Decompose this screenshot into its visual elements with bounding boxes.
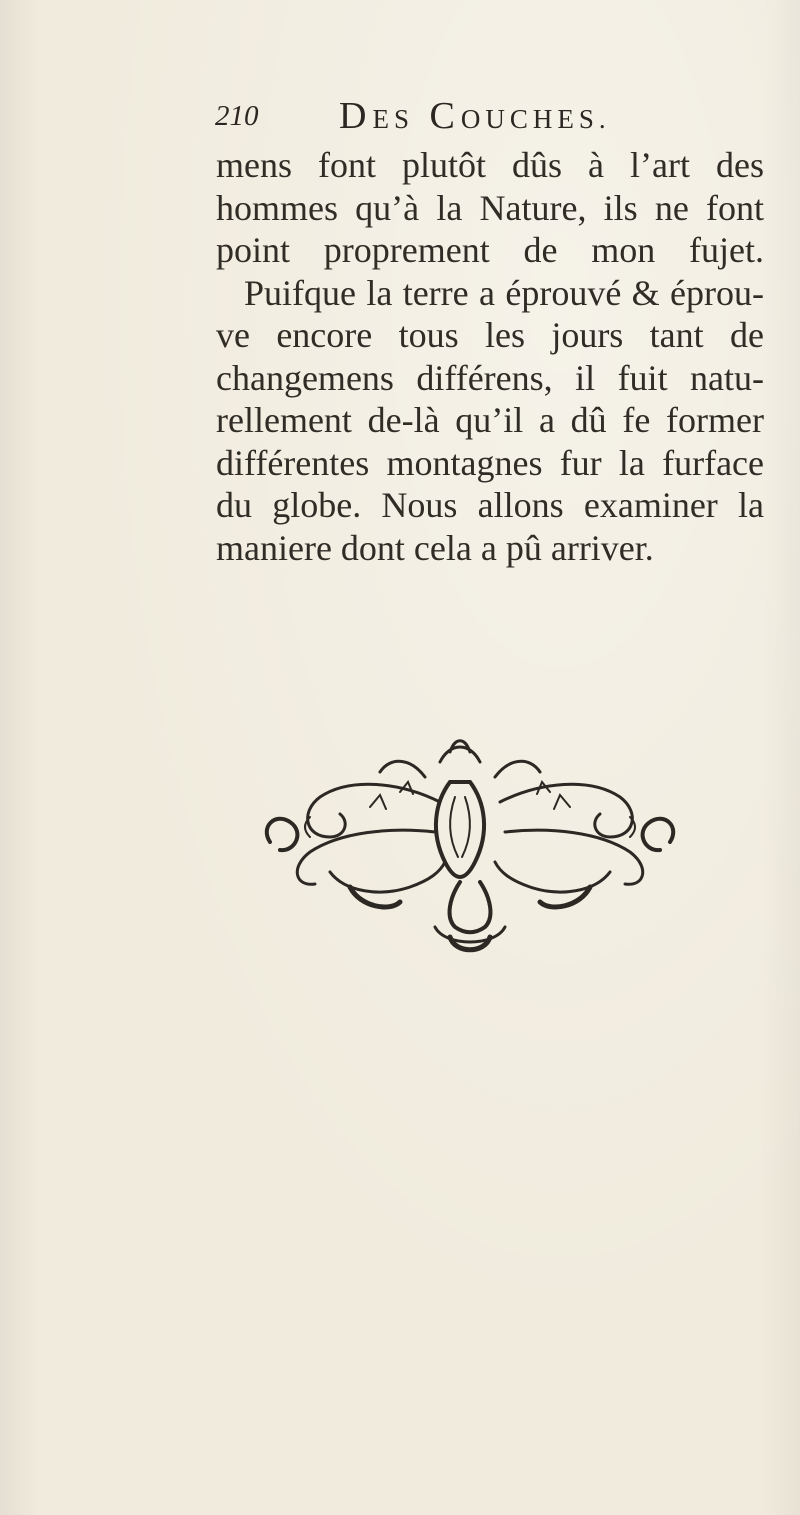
tailpiece-ornament-icon bbox=[250, 722, 690, 962]
title-initial-1: D bbox=[339, 95, 373, 137]
text-line: maniere dont cela a pû arriver. bbox=[216, 527, 654, 568]
text-line: du globe. Nous allons examiner la bbox=[216, 485, 764, 525]
text-line: différentes montagnes fur la furface bbox=[216, 442, 764, 483]
text-line: Puifque la terre a éprouvé & éprou- bbox=[244, 272, 764, 313]
title-rest-1: ES bbox=[372, 104, 414, 134]
text-line: point proprement de mon fujet. bbox=[216, 230, 764, 270]
title-initial-2: C bbox=[429, 95, 461, 137]
text-line: changemens différens, il fuit natu- bbox=[216, 357, 764, 398]
text-line: mens font plutôt dûs à l’art des bbox=[216, 145, 764, 185]
text-line: rellement de-là qu’il a dû fe former bbox=[216, 400, 764, 440]
title-rest-2: OUCHES. bbox=[460, 104, 611, 134]
text-line: ve encore tous les jours tant de bbox=[216, 315, 764, 355]
page-number: 210 bbox=[215, 100, 259, 132]
running-title bbox=[339, 96, 611, 139]
body-text bbox=[216, 144, 764, 569]
text-line: hommes qu’à la Nature, ils ne font bbox=[216, 187, 764, 228]
